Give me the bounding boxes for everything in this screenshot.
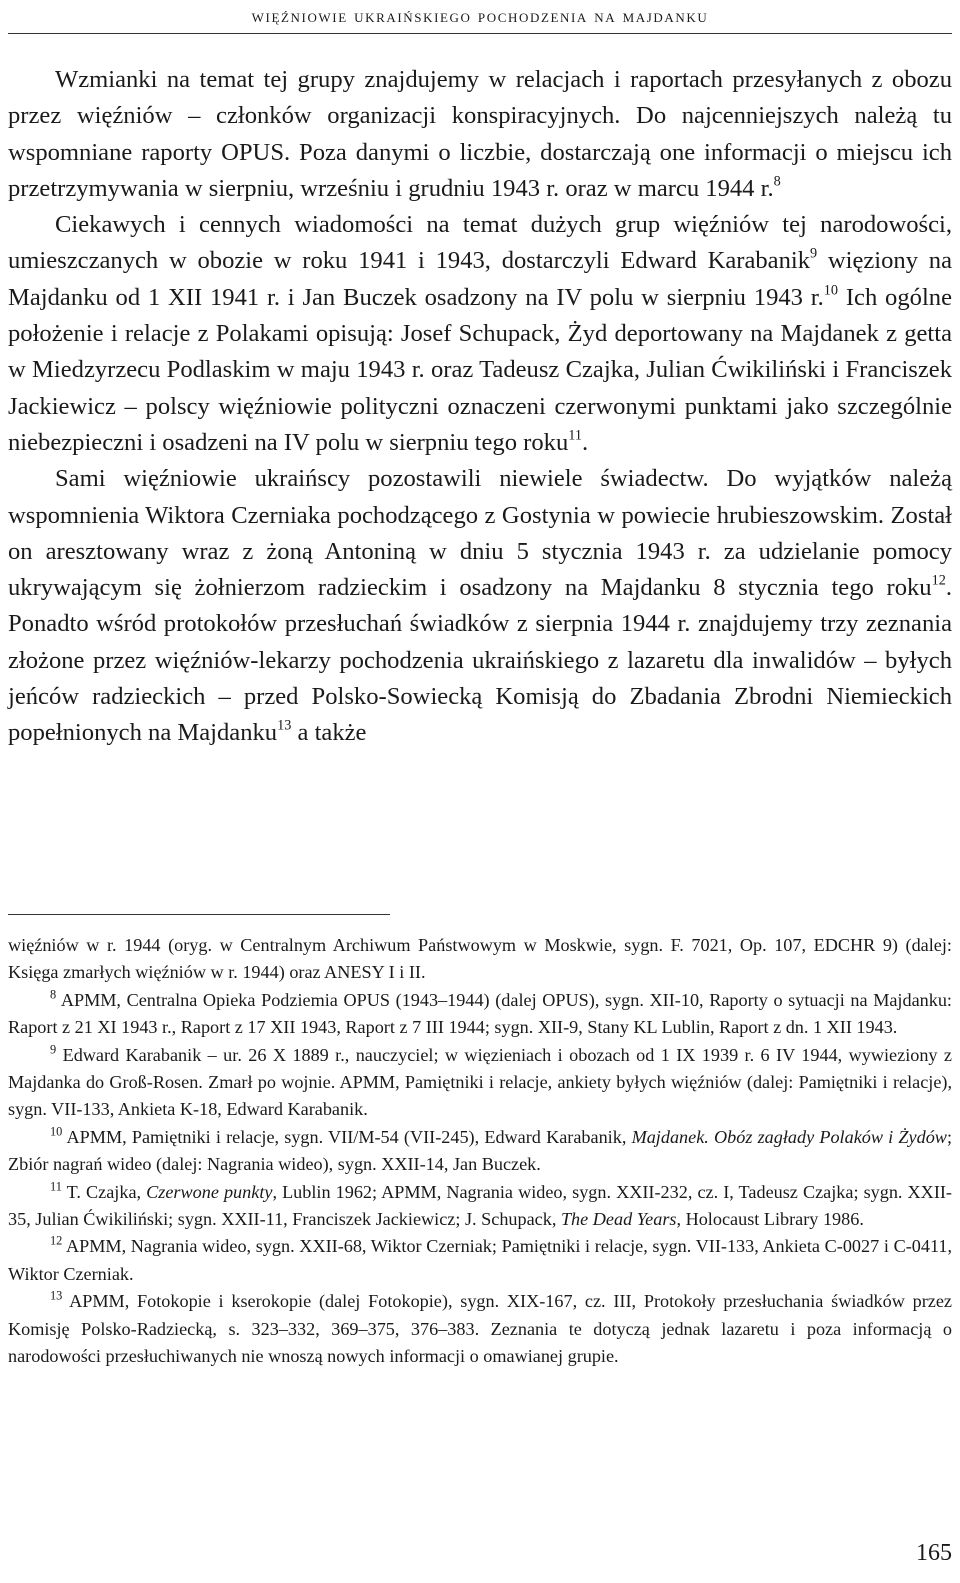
paragraph-text: Ich ogólne położenie i relacje z Polakami opisują: Josef Schupack, Żyd deportowany na Majdanek z getta w Miedzyrzecu Podlaskim w maju 1943 r. oraz Tadeusz Czajka, Julian Ćwikiliński i Franciszek Jackiewicz – polscy więźniowie polityczni oznaczeni czerwonymi punktami jako szczególnie niebezpieczni i osadzeni na IV polu w sierpniu tego roku	[8, 283, 952, 456]
footnote-10	[8, 1124, 952, 1179]
footnote-number: 11	[50, 1179, 62, 1194]
footnote-text: APMM, Pamiętniki i relacje, sygn. VII/M-54 (VII-245), Edward Karabanik,	[62, 1126, 632, 1147]
footnote-text: T. Czajka,	[61, 1181, 147, 1202]
running-title: więźniowie ukraińskiego pochodzenia na majdanku	[251, 6, 709, 27]
footnote-13	[8, 1288, 952, 1370]
footnote-text: , Lublin 1962; APMM, Nagrania wideo, sygn. XXII-232, cz. I, Tadeusz Czajka; sygn. XXII-35, Julian Ćwikiliński; sygn. XXII-11, Franciszek Jackiewicz; J. Schupack,	[8, 1181, 952, 1230]
paragraph-2	[8, 207, 952, 461]
paragraph-text: .	[582, 428, 589, 456]
footnote-title-italic: The Dead Years	[560, 1209, 677, 1230]
footnote-ref-9[interactable]: 9	[810, 246, 818, 263]
paragraph-text: więziony na Majdanku od 1 XII 1941 r. i Jan Buczek osadzony na IV polu w sierpniu 1943 r.	[8, 247, 952, 311]
footnote-text: Edward Karabanik – ur. 26 X 1889 r., nauczyciel; w więzieniach i obozach od 1 IX 1939 r. 6 IV 1944, wywieziony z Majdanka do Groß-Rosen. Zmarł po wojnie. APMM, Pamiętniki i relacje, ankiety byłych więźniów (dalej: Pamiętniki i relacje), sygn. VII-133, Ankieta K-18, Edward Karabanik.	[8, 1044, 952, 1120]
paragraph-3	[8, 461, 952, 751]
footnote-text: APMM, Nagrania wideo, sygn. XXII-68, Wiktor Czerniak; Pamiętniki i relacje, sygn. VII-133, Ankieta C-0027 i C-0411, Wiktor Czerniak.	[8, 1236, 952, 1284]
paragraph-text: Wzmianki na temat tej grupy znajdujemy w relacjach i raportach przesyłanych z obozu przez więźniów – członków organizacji konspiracyjnych. Do najcenniejszych należą tu wspomniane raporty OPUS. Poza danymi o liczbie, dostarczają one informacji o miejscu ich przetrzymywania w sierpniu, wrześniu i grudniu 1943 r. oraz w marcu 1944 r.	[8, 66, 952, 202]
paragraph-1	[8, 62, 952, 207]
footnote-title-italic: Majdanek. Obóz zagłady Polaków i Żydów	[631, 1126, 947, 1147]
footnote-separator	[8, 914, 390, 915]
running-header	[0, 0, 960, 36]
footnote-number: 13	[50, 1288, 63, 1303]
paragraph-text: . Ponadto wśród protokołów przesłuchań świadków z sierpnia 1944 r. znajdujemy trzy zeznania złożone przez więźniów-lekarzy pochodzenia ukraińskiego z lazaretu dla inwalidów – byłych jeńców radzieckich – przed Polsko-Sowiecką Komisją do Zbadania Zbrodni Niemieckich popełnionych na Majdanku	[8, 574, 952, 747]
footnote-title-italic: Czerwone punkty	[146, 1181, 273, 1202]
footnote-text: APMM, Fotokopie i kserokopie (dalej Fotokopie), sygn. XIX-167, cz. III, Protokoły przesłuchania świadków przez Komisję Polsko-Radziecką, s. 323–332, 369–375, 376–383. Zeznania te dotyczą jednak lazaretu i poza informacją o narodowości przesłuchiwanych nie wnoszą nowych informacji o omawianej grupie.	[8, 1291, 952, 1367]
footnote-ref-13[interactable]: 13	[277, 718, 292, 735]
footnote-ref-12[interactable]: 12	[931, 572, 946, 589]
footnote-8	[8, 987, 952, 1042]
paragraph-text: a także	[291, 719, 367, 747]
footnote-text: ; Zbiór nagrań wideo (dalej: Nagrania wideo), sygn. XXII-14, Jan Buczek.	[8, 1126, 952, 1175]
footnote-ref-8[interactable]: 8	[773, 173, 781, 190]
footnote-ref-10[interactable]: 10	[823, 282, 839, 299]
footnote-number: 8	[50, 987, 57, 1002]
footnote-continuation: więźniów w r. 1944 (oryg. w Centralnym Archiwum Państwowym w Moskwie, sygn. F. 7021, Op. 107, EDCHR 9) (dalej: Księga zmarłych więźniów w r. 1944) oraz ANESY I i II.	[8, 935, 952, 983]
footnote-9	[8, 1042, 952, 1124]
footnote-number: 10	[50, 1124, 63, 1139]
footnotes	[8, 932, 952, 1371]
main-text	[8, 62, 952, 752]
page-number: 165	[916, 1540, 952, 1566]
footnote-text: APMM, Centralna Opieka Podziemia OPUS (1943–1944) (dalej OPUS), sygn. XII-10, Raporty o sytuacji na Majdanku: Raport z 21 XI 1943 r., Raport z 17 XII 1943, Raport z 7 III 1944; sygn. XII-9, Stany KL Lublin, Raport z dn. 1 XII 1943.	[8, 989, 952, 1038]
footnote-number: 12	[50, 1234, 63, 1249]
footnote-12	[8, 1233, 952, 1288]
paragraph-text: Ciekawych i cennych wiadomości na temat dużych grup więźniów tej narodowości, umieszczanych w obozie w roku 1941 i 1943, dostarczyli Edward Karabanik	[8, 211, 952, 275]
footnote-text: , Holocaust Library 1986.	[676, 1209, 864, 1230]
footnote-ref-11[interactable]: 11	[568, 427, 582, 444]
header-rule	[8, 33, 952, 34]
footnote-number: 9	[50, 1042, 57, 1057]
footnote-11	[8, 1179, 952, 1234]
paragraph-text: Sami więźniowie ukraińscy pozostawili niewiele świadectw. Do wyjątków należą wspomnienia Wiktora Czerniaka pochodzącego z Gostynia w powiecie hrubieszowskim. Został on aresztowany wraz z żoną Antoniną w dniu 5 stycznia 1943 r. za udzielanie pomocy ukrywającym się żołnierzom radzieckim i osadzony na Majdanku 8 stycznia tego roku	[8, 465, 952, 602]
